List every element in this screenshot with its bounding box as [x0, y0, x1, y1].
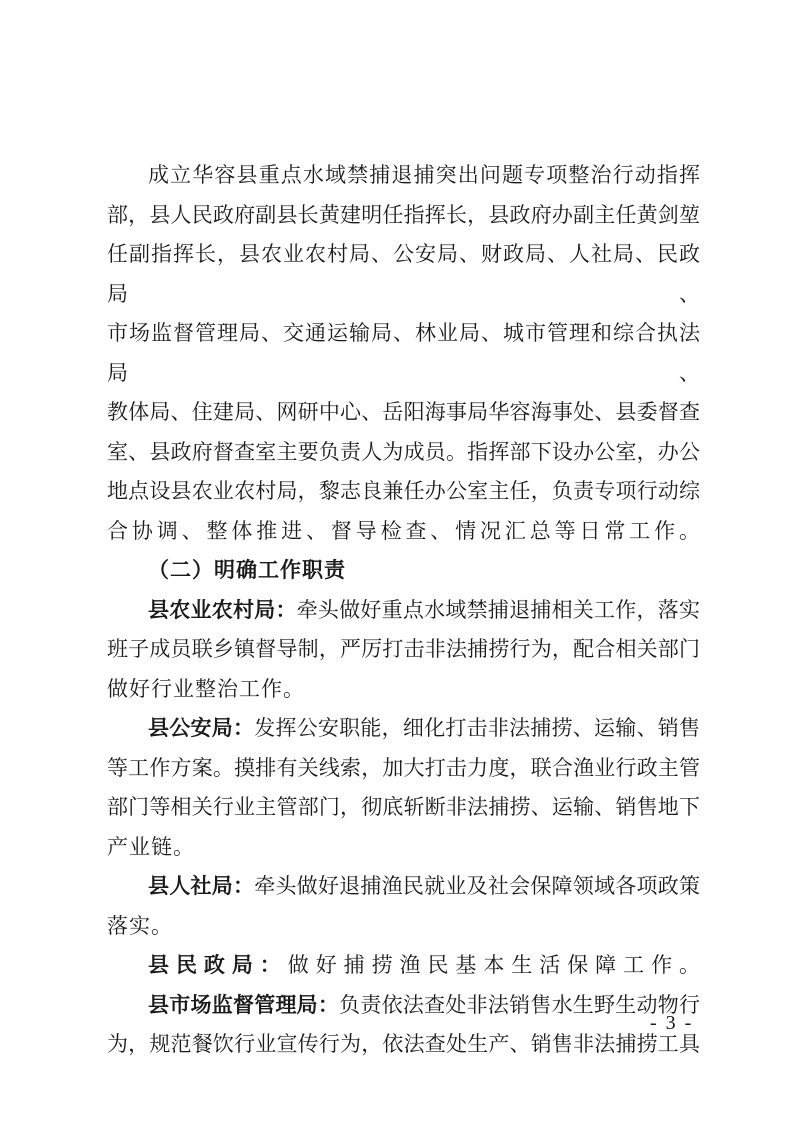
line-text: 班子成员联乡镇督导制，严厉打击非法捕捞行为，配合相关部门 — [107, 637, 700, 661]
text-line — [107, 393, 700, 433]
text-line — [107, 907, 700, 947]
paragraph — [107, 867, 700, 946]
line-text: 落实。 — [107, 913, 173, 938]
line-text: 等工作方案。摸排有关线索，加大打击力度，联合渔业行政主管 — [107, 755, 700, 780]
line-text: 部，县人民政府副县长黄建明任指挥长，县政府办副主任黄剑堃 — [107, 202, 700, 227]
heading-text: （二）明确工作职责 — [148, 558, 346, 582]
text-line — [107, 670, 700, 710]
text-line — [107, 1025, 700, 1065]
text-line — [107, 828, 700, 868]
department-name: 县民政局： — [148, 953, 288, 977]
line-text: 负责依法查处非法销售水生野生动物行 — [339, 992, 701, 1017]
paragraph — [107, 156, 700, 551]
line-text: 合协调、整体推进、督导检查、情况汇总等日常工作。 — [107, 518, 700, 543]
line-text: 做好行业整治工作。 — [107, 676, 305, 701]
page-number: - 3 - — [650, 1012, 694, 1034]
line-text: 成立华容县重点水域禁捕退捕突出问题专项整治行动指挥 — [148, 163, 700, 187]
text-line — [107, 709, 700, 749]
text-line — [107, 867, 700, 907]
line-text: 发挥公安职能，细化打击非法捕捞、运输、销售 — [254, 716, 701, 740]
line-text: 牵头做好重点水域禁捕退捕相关工作，落实 — [296, 597, 701, 622]
department-name: 县农业农村局： — [148, 597, 297, 622]
text-line — [107, 749, 700, 789]
text-line — [107, 591, 700, 631]
text-line — [107, 433, 700, 473]
department-name: 县公安局： — [148, 716, 255, 740]
line-text: 市场监督管理局、交通运输局、林业局、城市管理和综合执法局、 — [107, 321, 700, 385]
line-text: 产业链。 — [107, 834, 195, 859]
text-line — [107, 314, 700, 393]
text-line — [107, 946, 700, 986]
paragraph — [107, 709, 700, 867]
text-line — [107, 156, 700, 196]
line-text: 任副指挥长，县农业农村局、公安局、财政局、人社局、民政局、 — [107, 242, 700, 306]
text-line — [107, 196, 700, 236]
line-text: 部门等相关行业主管部门，彻底斩断非法捕捞、运输、销售地下 — [107, 795, 700, 819]
text-line — [107, 630, 700, 670]
section-heading — [107, 551, 700, 591]
line-text: 做好捕捞渔民基本生活保障工作。 — [287, 953, 701, 977]
document-body — [107, 156, 700, 1065]
department-name: 县市场监督管理局： — [148, 992, 340, 1017]
paragraph — [107, 946, 700, 986]
text-line — [107, 986, 700, 1026]
line-text: 教体局、住建局、网研中心、岳阳海事局华容海事处、县委督查 — [107, 400, 700, 424]
text-line — [107, 235, 700, 314]
line-text: 为，规范餐饮行业宣传行为，依法查处生产、销售非法捕捞工具 — [107, 1032, 700, 1056]
text-line — [107, 472, 700, 512]
paragraph — [107, 986, 700, 1065]
text-line — [107, 512, 700, 552]
paragraph — [107, 591, 700, 710]
line-text: 地点设县农业农村局，黎志良兼任办公室主任，负责专项行动综 — [107, 479, 700, 503]
text-line — [107, 788, 700, 828]
line-text: 牵头做好退捕渔民就业及社会保障领域各项政策 — [254, 874, 701, 898]
department-name: 县人社局： — [148, 874, 255, 898]
line-text: 室、县政府督查室主要负责人为成员。指挥部下设办公室，办公 — [107, 439, 700, 464]
